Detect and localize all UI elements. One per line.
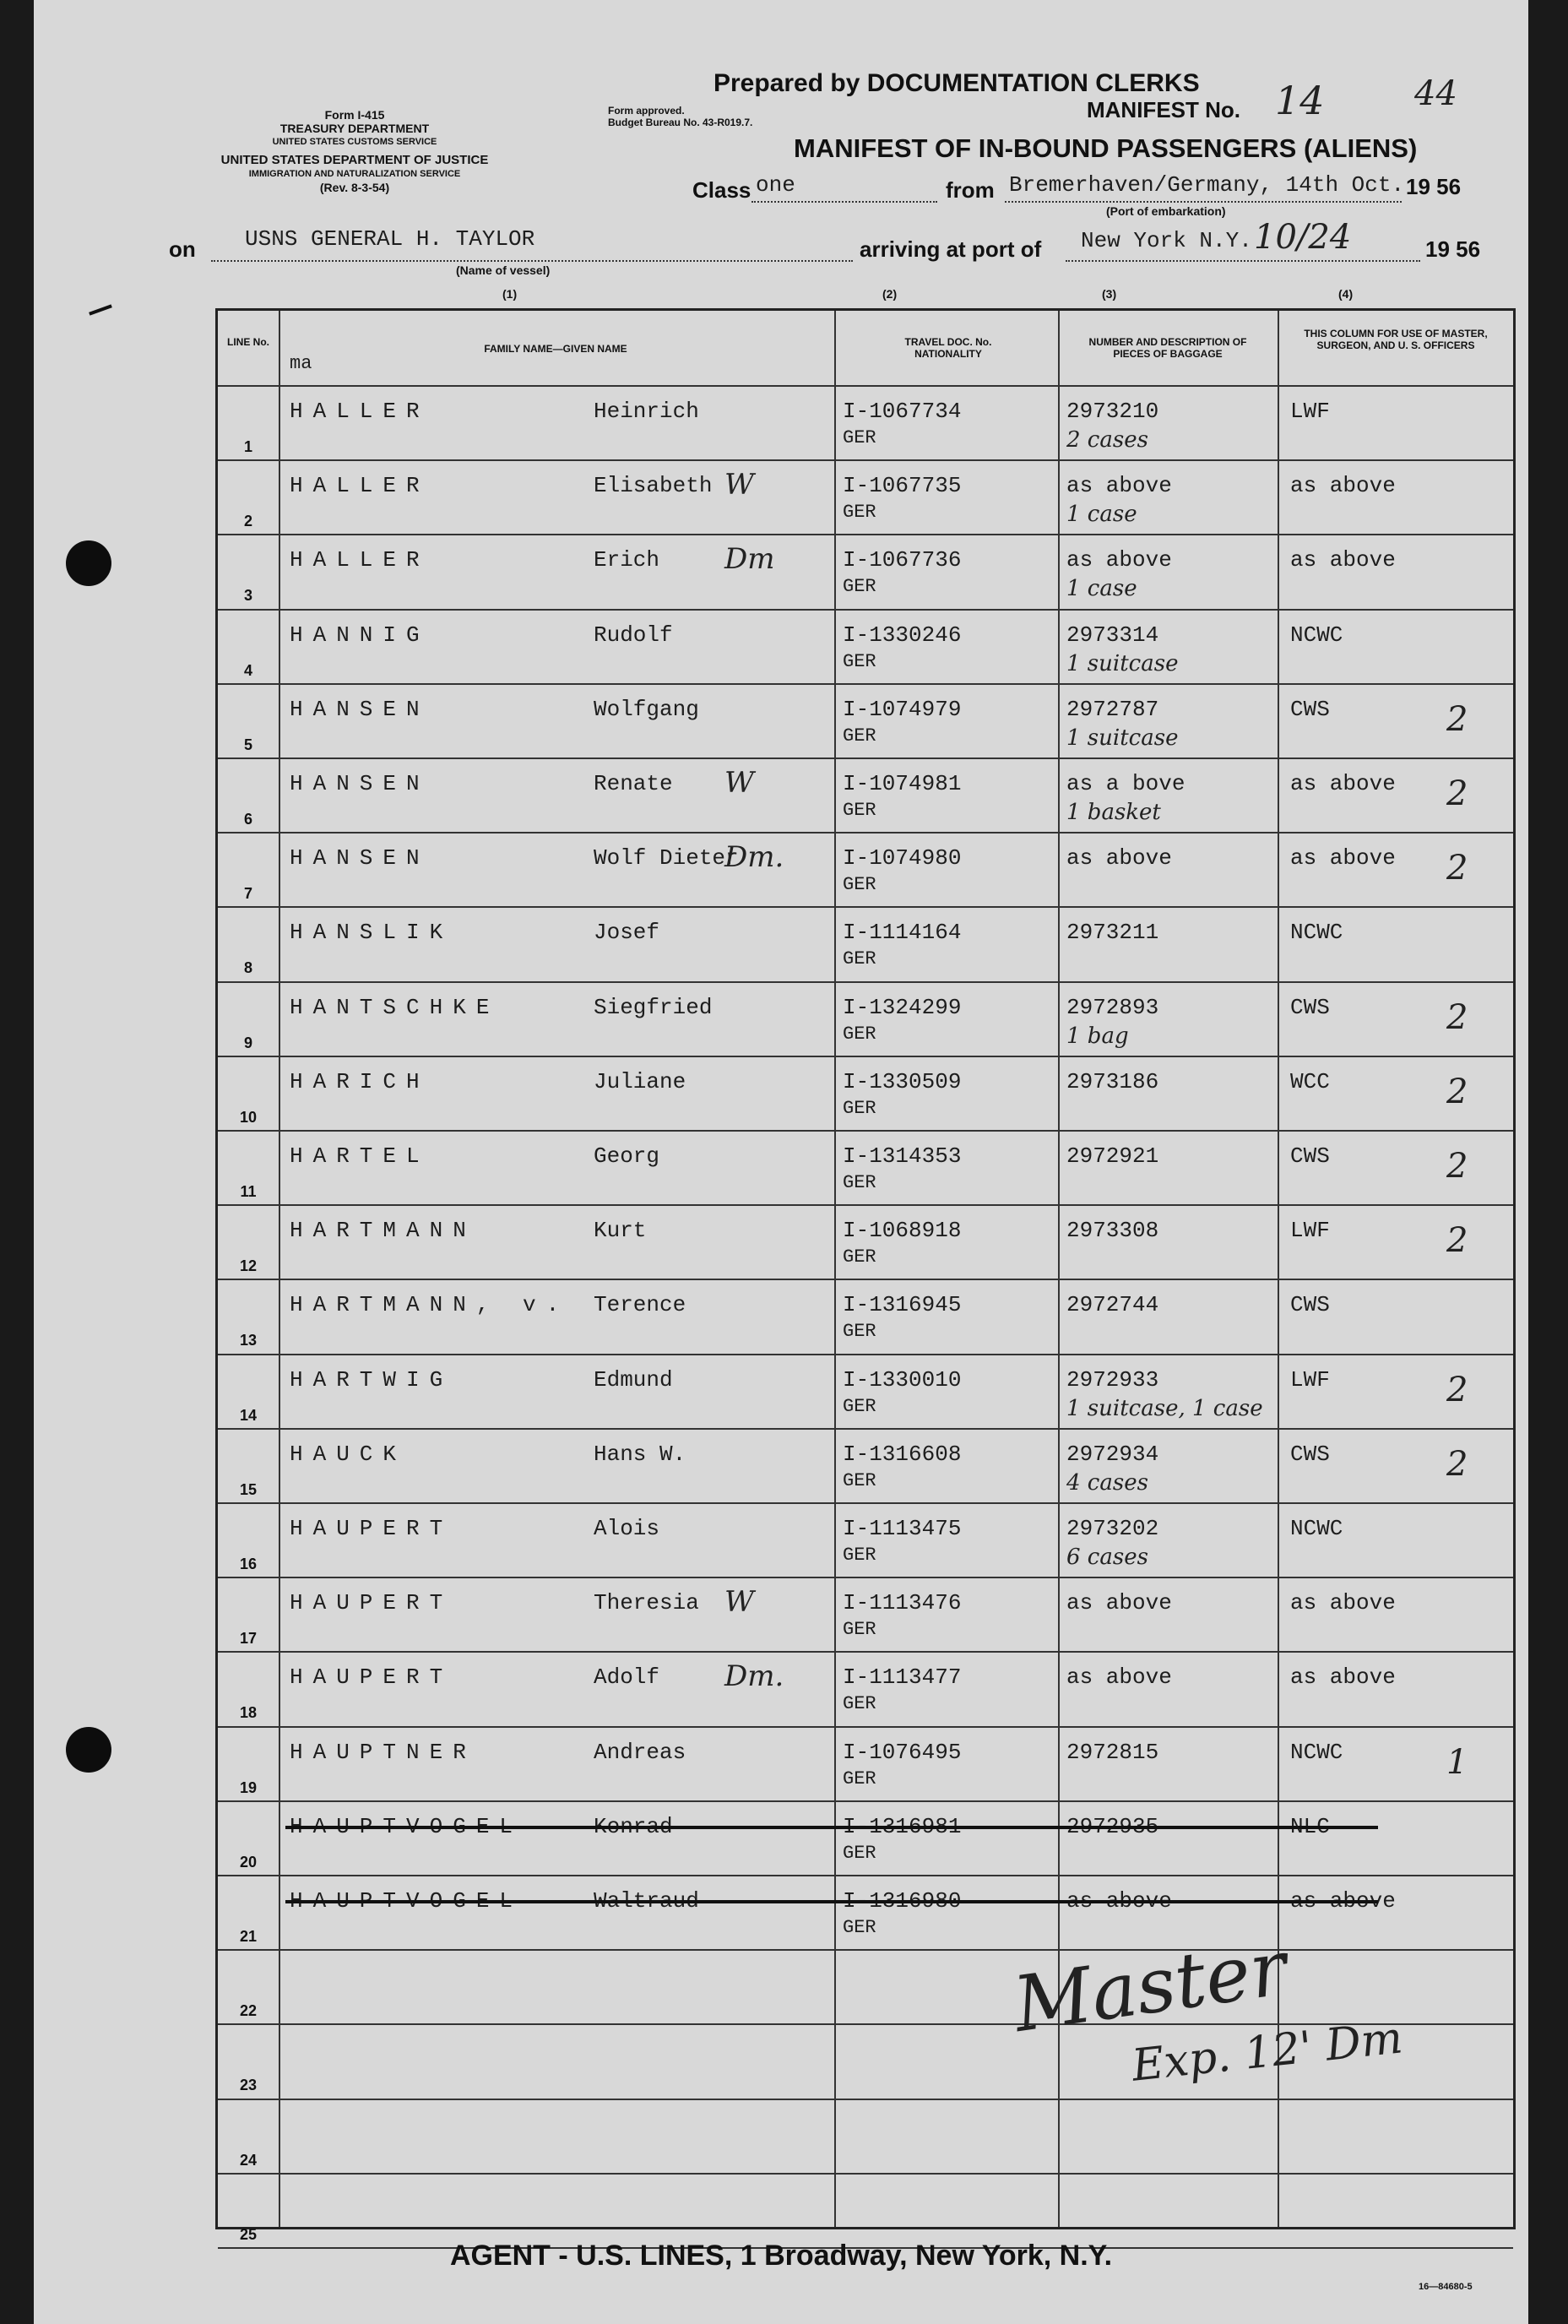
vessel-caption: (Name of vessel) (456, 263, 551, 277)
nationality: GER (843, 1469, 876, 1491)
check-mark: 2 (1446, 699, 1468, 739)
strike-through-line (285, 1900, 1378, 1903)
table-row (218, 1056, 1513, 1130)
family-name: HANNIG (290, 622, 430, 648)
travel-doc-number: I-1113475 (843, 1516, 962, 1541)
passenger-table (215, 308, 1516, 2243)
revision: (Rev. 8-3-54) (319, 181, 390, 194)
line-number: 21 (239, 1928, 258, 1945)
line-number: 3 (243, 587, 252, 605)
family-name: HANSEN (290, 696, 430, 722)
margin-dash (89, 304, 112, 315)
line-number: 24 (239, 2151, 258, 2169)
manifest-no-label: MANIFEST No. (1087, 97, 1240, 122)
family-name: HAUPTNER (290, 1739, 476, 1765)
punch-hole-bottom (66, 1727, 111, 1773)
agent-footer: AGENT - U.S. LINES, 1 Broadway, New York, N.Y. (449, 2240, 1113, 2272)
travel-doc-number: I-1067734 (843, 399, 962, 424)
table-row (218, 2173, 1513, 2247)
line-number: 13 (239, 1332, 258, 1349)
budget-bureau: Budget Bureau No. 43-R019.7. (608, 117, 753, 128)
nationality: GER (843, 800, 876, 821)
table-row (218, 1800, 1513, 1875)
travel-doc-number: I-1067735 (843, 473, 962, 499)
arrival-port: New York N.Y. (1081, 228, 1252, 253)
travel-doc-number: I-1330509 (843, 1068, 962, 1094)
customs-service: UNITED STATES CUSTOMS SERVICE (272, 137, 437, 147)
travel-doc-number: I-1324299 (843, 994, 962, 1020)
officer-note: as above (1290, 771, 1396, 796)
officer-note: LWF (1290, 1218, 1330, 1244)
table-row (218, 1875, 1513, 1949)
initials: W (724, 766, 754, 800)
nationality: GER (843, 1246, 876, 1268)
table-row (218, 1949, 1513, 2023)
officer-note: NCWC (1290, 920, 1343, 946)
officer-note: as above (1290, 1888, 1396, 1914)
form-approved: Form approved. (608, 105, 685, 117)
col-number-1: (1) (502, 287, 518, 301)
given-name: Rudolf (594, 622, 673, 648)
line-number: 23 (239, 2077, 258, 2094)
given-name: Hans W. (594, 1441, 686, 1467)
line-number: 25 (239, 2225, 258, 2243)
line-number: 20 (239, 1853, 258, 1871)
line-number: 7 (243, 885, 252, 903)
line-number: 8 (243, 959, 252, 977)
travel-doc-number: I-1074979 (843, 696, 962, 722)
family-name: HARTWIG (290, 1366, 453, 1393)
nationality: GER (843, 948, 876, 970)
justice-dept: UNITED STATES DEPARTMENT OF JUSTICE (220, 153, 489, 167)
given-name: Alois (594, 1516, 660, 1541)
nationality: GER (843, 1619, 876, 1641)
line-number: 17 (239, 1630, 258, 1648)
family-name: HARICH (290, 1068, 430, 1094)
family-name: HAUPERT (290, 1664, 453, 1691)
baggage-description: 4 cases (1066, 1469, 1148, 1496)
table-row (218, 1130, 1513, 1204)
form-approved-block (608, 105, 752, 128)
family-name: HAUPTVOGEL (290, 1888, 524, 1914)
master-signature: Master (1008, 1923, 1293, 2050)
table-row (218, 981, 1513, 1056)
check-mark: 2 (1446, 774, 1468, 813)
col-header-officers: THIS COLUMN FOR USE OF MASTER, SURGEON, AND U. S. OFFICERS (1304, 328, 1488, 351)
line-number: 2 (243, 513, 252, 530)
officer-note: as above (1290, 473, 1396, 499)
class-label: Class (692, 177, 751, 203)
arrival-date: 10/24 (1254, 218, 1352, 257)
family-name: HARTMANN (290, 1218, 476, 1244)
baggage-number: 2972815 (1066, 1739, 1159, 1765)
check-mark: 1 (1446, 1742, 1468, 1782)
nationality: GER (843, 1097, 876, 1119)
baggage-number: 2973186 (1066, 1068, 1159, 1094)
form-block-treasury (160, 108, 549, 149)
nationality: GER (843, 725, 876, 747)
nationality: GER (843, 576, 876, 598)
officer-note: CWS (1290, 1143, 1330, 1169)
nationality: GER (843, 1545, 876, 1566)
family-name: HAUPERT (290, 1516, 453, 1541)
officer-note: as above (1290, 1590, 1396, 1616)
given-name: Terence (594, 1292, 686, 1318)
arrival-year: 19 56 (1425, 236, 1481, 262)
check-mark: 2 (1446, 849, 1468, 888)
baggage-number: 2973308 (1066, 1218, 1159, 1244)
col-number-2: (2) (882, 287, 898, 301)
baggage-description: 1 suitcase, 1 case (1066, 1395, 1263, 1421)
table-row (218, 1428, 1513, 1502)
nationality: GER (843, 1767, 876, 1789)
given-name: Josef (594, 920, 660, 946)
baggage-number: as above (1066, 1664, 1172, 1691)
given-name: Georg (594, 1143, 660, 1169)
table-row (218, 1279, 1513, 1353)
name-col-note: ma (290, 353, 312, 374)
initials: W (724, 468, 754, 502)
baggage-number: as above (1066, 1888, 1172, 1914)
baggage-number: 2972744 (1066, 1292, 1159, 1318)
table-row (218, 1502, 1513, 1577)
travel-doc-number: I-1330246 (843, 622, 962, 648)
travel-doc-number: I-1074981 (843, 771, 962, 796)
line-number: 6 (243, 811, 252, 828)
given-name: Waltraud (594, 1888, 699, 1914)
nationality: GER (843, 1321, 876, 1343)
given-name: Adolf (594, 1664, 660, 1691)
baggage-number: 2972893 (1066, 994, 1159, 1020)
given-name: Wolfgang (594, 696, 699, 722)
table-row (218, 609, 1513, 683)
line-number: 12 (239, 1257, 258, 1275)
travel-doc-number: I-1316945 (843, 1292, 962, 1318)
baggage-description: 1 bag (1066, 1023, 1129, 1049)
travel-doc-number: I-1074980 (843, 845, 962, 872)
vessel-name: USNS GENERAL H. TAYLOR (245, 226, 535, 252)
table-row (218, 1577, 1513, 1651)
port-embark-caption: (Port of embarkation) (1106, 204, 1226, 218)
nationality: GER (843, 502, 876, 524)
nationality: GER (843, 1023, 876, 1045)
nationality: GER (843, 1172, 876, 1193)
table-row (218, 534, 1513, 608)
baggage-number: 2973211 (1066, 920, 1159, 946)
family-name: HAUCK (290, 1441, 407, 1467)
table-row (218, 832, 1513, 906)
baggage-number: 2973210 (1066, 399, 1159, 424)
baggage-number: 2973202 (1066, 1516, 1159, 1541)
travel-doc-number: I-1114164 (843, 920, 962, 946)
family-name: HARTMANN, v. (290, 1292, 570, 1318)
treasury-dept: TREASURY DEPARTMENT (279, 122, 430, 135)
baggage-number: as above (1066, 547, 1172, 573)
col-header-name: FAMILY NAME—GIVEN NAME (484, 343, 627, 355)
family-name: HALLER (290, 547, 430, 573)
given-name: Siegfried (594, 994, 713, 1020)
baggage-description: 1 basket (1066, 800, 1161, 825)
baggage-description: 1 suitcase (1066, 725, 1179, 751)
table-row (218, 2099, 1513, 2173)
line-number: 1 (243, 438, 252, 455)
table-row (218, 1651, 1513, 1725)
arriving-label: arriving at port of (860, 236, 1042, 262)
line-number: 19 (239, 1778, 258, 1796)
form-block-justice (160, 154, 549, 194)
officer-note: LWF (1290, 399, 1330, 424)
nationality: GER (843, 1842, 876, 1864)
travel-doc-number: I-1316980 (843, 1888, 962, 1914)
given-name: Elisabeth (594, 473, 713, 499)
prepared-by-stamp: Prepared by DOCUMENTATION CLERKS (713, 69, 1200, 97)
embarkation-year: 19 56 (1406, 174, 1462, 199)
table-row (218, 757, 1513, 832)
officer-note: as above (1290, 1664, 1396, 1691)
manifest-number: 14 (1275, 78, 1325, 123)
nationality: GER (843, 427, 876, 448)
given-name: Theresia (594, 1590, 699, 1616)
class-value: one (756, 172, 795, 198)
family-name: HALLER (290, 399, 430, 424)
on-label: on (169, 236, 196, 262)
officer-note: as above (1290, 547, 1396, 573)
travel-doc-number: I-1316608 (843, 1441, 962, 1467)
col-number-4: (4) (1338, 287, 1354, 301)
line-number: 4 (243, 661, 252, 679)
nationality: GER (843, 874, 876, 896)
travel-doc-number: I-1067736 (843, 547, 962, 573)
manifest-page (34, 0, 1528, 2324)
line-number: 14 (239, 1406, 258, 1424)
col-header-baggage: NUMBER AND DESCRIPTION OF PIECES OF BAGGAGE (1088, 336, 1247, 360)
embarkation-port: Bremerhaven/Germany, 14th Oct. (1009, 172, 1405, 198)
nationality: GER (843, 1917, 876, 1938)
officer-note: NLC (1290, 1813, 1330, 1839)
officer-note: as above (1290, 845, 1396, 872)
line-number: 11 (240, 1183, 257, 1200)
given-name: Heinrich (594, 399, 699, 424)
line-number: 16 (239, 1556, 258, 1572)
given-name: Erich (594, 547, 660, 573)
baggage-description: 1 suitcase (1066, 650, 1179, 676)
baggage-number: as above (1066, 1590, 1172, 1616)
given-name: Juliane (594, 1068, 686, 1094)
travel-doc-number: I-1068918 (843, 1218, 962, 1244)
given-name: Renate (594, 771, 673, 796)
table-row (218, 1726, 1513, 1800)
baggage-description: 1 case (1066, 502, 1137, 528)
check-mark: 2 (1446, 1221, 1468, 1261)
ins-service: IMMIGRATION AND NATURALIZATION SERVICE (248, 169, 461, 179)
table-row (218, 683, 1513, 757)
travel-doc-number: I-1113477 (843, 1664, 962, 1691)
travel-doc-number: I-1330010 (843, 1366, 962, 1393)
officer-note: NCWC (1290, 622, 1343, 648)
given-name: Konrad (594, 1813, 673, 1839)
initials: W (724, 1585, 754, 1620)
baggage-description: 1 case (1066, 576, 1137, 602)
baggage-description: 2 cases (1066, 427, 1148, 453)
travel-doc-number: I-1316981 (843, 1813, 962, 1839)
family-name: HANSLIK (290, 920, 453, 946)
baggage-number: as a bove (1066, 771, 1185, 796)
family-name: HARTEL (290, 1143, 430, 1169)
initials: Dm (724, 542, 775, 577)
officer-note: CWS (1290, 994, 1330, 1020)
print-code: 16—84680-5 (1419, 2282, 1473, 2292)
officer-note: LWF (1290, 1366, 1330, 1393)
line-number: 18 (239, 1704, 258, 1722)
baggage-number: as above (1066, 845, 1172, 872)
col-number-3: (3) (1102, 287, 1117, 301)
col-header-line: LINE No. (227, 336, 269, 348)
officer-note: NCWC (1290, 1739, 1343, 1765)
col-header-doc: TRAVEL DOC. No. NATIONALITY (904, 336, 992, 360)
check-mark: 2 (1446, 1444, 1468, 1484)
given-name: Edmund (594, 1366, 673, 1393)
check-mark: 2 (1446, 1072, 1468, 1111)
baggage-number: as above (1066, 473, 1172, 499)
initials: Dm. (724, 840, 784, 875)
punch-hole-top (66, 540, 111, 586)
table-row (218, 906, 1513, 980)
family-name: HALLER (290, 473, 430, 499)
travel-doc-number: I-1314353 (843, 1143, 962, 1169)
family-name: HANSEN (290, 845, 430, 872)
travel-doc-number: I-1076495 (843, 1739, 962, 1765)
family-name: HAUPTVOGEL (290, 1813, 524, 1839)
line-number: 5 (243, 736, 252, 753)
check-mark: 2 (1446, 997, 1468, 1037)
check-mark: 2 (1446, 1370, 1468, 1409)
officer-note: CWS (1290, 696, 1330, 722)
page-number: 44 (1414, 74, 1457, 113)
baggage-number: 2972933 (1066, 1366, 1159, 1393)
table-row (218, 385, 1513, 459)
nationality: GER (843, 1693, 876, 1715)
line-number: 22 (239, 2002, 258, 2020)
check-mark: 2 (1446, 1147, 1468, 1186)
strike-through-line (285, 1826, 1378, 1829)
form-number: Form I-415 (324, 108, 385, 122)
table-row (218, 1354, 1513, 1428)
family-name: HAUPERT (290, 1590, 453, 1616)
baggage-number: 2973314 (1066, 622, 1159, 648)
line-number: 15 (239, 1480, 258, 1498)
signature-note: Exp. 12' Dm (1129, 2012, 1405, 2092)
baggage-number: 2972934 (1066, 1441, 1159, 1467)
officer-note: WCC (1290, 1068, 1330, 1094)
officer-note: CWS (1290, 1292, 1330, 1318)
travel-doc-number: I-1113476 (843, 1590, 962, 1616)
given-name: Andreas (594, 1739, 686, 1765)
table-row (218, 1204, 1513, 1279)
officer-note: NCWC (1290, 1516, 1343, 1541)
nationality: GER (843, 1395, 876, 1417)
nationality: GER (843, 650, 876, 672)
initials: Dm. (724, 1659, 784, 1694)
family-name: HANSEN (290, 771, 430, 796)
line-number: 9 (243, 1034, 252, 1051)
given-name: Wolf Dieter (594, 845, 739, 872)
officer-note: CWS (1290, 1441, 1330, 1467)
table-row (218, 459, 1513, 534)
baggage-number: 2972935 (1066, 1813, 1159, 1839)
line-number: 10 (239, 1108, 258, 1126)
baggage-number: 2972921 (1066, 1143, 1159, 1169)
baggage-number: 2972787 (1066, 696, 1159, 722)
given-name: Kurt (594, 1218, 647, 1244)
family-name: HANTSCHKE (290, 994, 500, 1020)
page-title: MANIFEST OF IN-BOUND PASSENGERS (ALIENS) (794, 133, 1418, 163)
from-label: from (946, 177, 995, 203)
baggage-description: 6 cases (1066, 1545, 1148, 1570)
